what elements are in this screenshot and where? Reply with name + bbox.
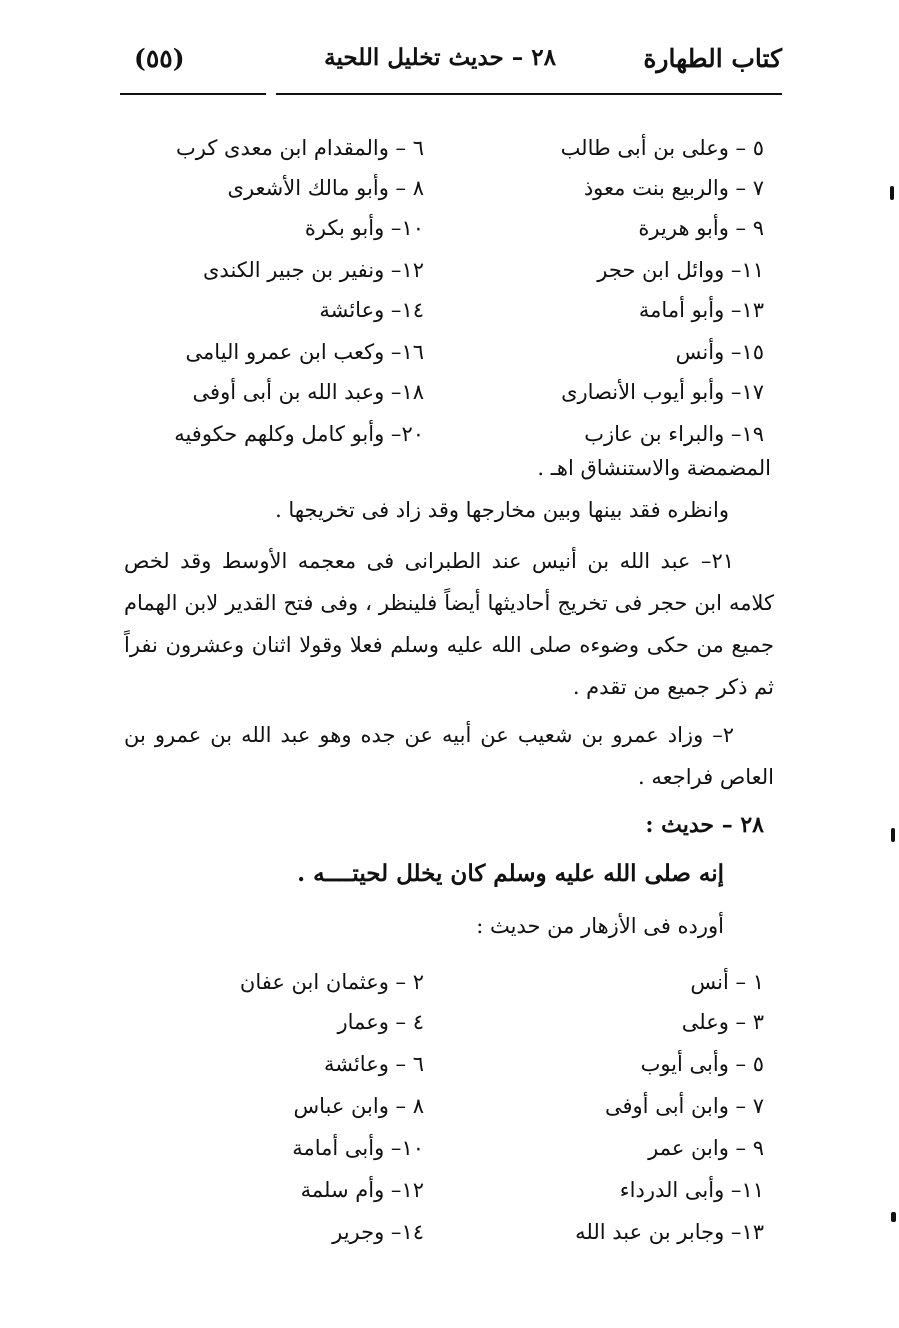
list-item: ١٣– وأبو أمامة — [638, 298, 764, 322]
list-item: ١٤– وعائشة — [319, 298, 424, 322]
list-item: ١٥– وأنس — [675, 340, 764, 364]
list-item: ١٩– والبراء بن عازب — [584, 422, 764, 446]
list-row — [124, 1086, 764, 1126]
list-item: ٣ – وعلى — [681, 1010, 764, 1034]
page-number: (٥٥) — [134, 44, 185, 73]
list-item: ٨ – وابن عباس — [293, 1094, 424, 1118]
list-row — [124, 1170, 764, 1210]
list-continuation: المضمضة والاستنشاق اهـ . — [537, 456, 771, 480]
see-note: وانظره فقد بينها وبين مخارجها وقد زاد فى تخريجها . — [275, 498, 729, 522]
list-item: ٨ – وأبو مالك الأشعرى — [227, 176, 424, 200]
list-row — [124, 962, 764, 1002]
margin-mark — [891, 828, 895, 842]
list-row — [124, 1128, 764, 1168]
list-item: ١٢– ونفير بن جبير الكندى — [203, 258, 424, 282]
list-item: ١٠– وأبو بكرة — [304, 216, 424, 240]
intro-line: أورده فى الأزهار من حديث : — [476, 914, 724, 938]
book-title: كتاب الطهارة — [643, 44, 782, 73]
list-item: ٥ – وعلى بن أبى طالب — [560, 136, 764, 160]
page-header — [120, 38, 782, 82]
note-2-paragraph: ٢– وزاد عمرو بن شعيب عن أبيه عن جده وهو عبد الله بن عمرو بن العاص فراجعه . — [124, 723, 774, 789]
hadith-text: إنه صلى الله عليه وسلم كان يخلل لحيتــــه . — [297, 860, 724, 887]
running-title: ٢٨ – حديث تخليل اللحية — [324, 44, 556, 71]
list-item: ٩ – وأبو هريرة — [638, 216, 764, 240]
list-row — [124, 1044, 764, 1084]
header-rule-left — [120, 93, 266, 95]
list-row — [124, 208, 764, 248]
list-item: ١٢– وأم سلمة — [300, 1178, 424, 1202]
list-row — [124, 372, 764, 412]
list-item: ١٠– وأبى أمامة — [292, 1136, 424, 1160]
list-row — [124, 332, 764, 372]
list-item: ١١– وأبى الدرداء — [619, 1178, 764, 1202]
list-item: ١٦– وكعب ابن عمرو اليامى — [185, 340, 424, 364]
list-item: ٦ – والمقدام ابن معدى كرب — [175, 136, 424, 160]
section-heading: ٢٨ – حديث : — [645, 812, 764, 838]
list-item: ٩ – وابن عمر — [648, 1136, 764, 1160]
list-item: ١٣– وجابر بن عبد الله — [575, 1220, 764, 1244]
list-row — [124, 1212, 764, 1252]
margin-mark — [891, 1212, 896, 1222]
list-item: ٦ – وعائشة — [323, 1052, 424, 1076]
list-item: ١٤– وجرير — [332, 1220, 424, 1244]
list-item: ٢٠– وأبو كامل وكلهم حكوفيه — [174, 422, 424, 446]
list-item: ١٧– وأبو أيوب الأنصارى — [561, 380, 764, 404]
list-item: ٢ – وعثمان ابن عفان — [239, 970, 424, 994]
list-row — [124, 168, 764, 208]
margin-mark — [890, 186, 894, 200]
list-item: ٧ – وابن أبى أوفى — [605, 1094, 764, 1118]
list-row — [124, 128, 764, 168]
list-row — [124, 1002, 764, 1042]
list-item: ٥ – وأبى أيوب — [640, 1052, 764, 1076]
header-rule-right — [276, 93, 782, 95]
list-item: ٧ – والربيع بنت معوذ — [583, 176, 764, 200]
list-item: ١ – أنس — [690, 970, 764, 994]
list-row — [124, 250, 764, 290]
list-item: ١٨– وعبد الله بن أبى أوفى — [192, 380, 424, 404]
note-21-paragraph: ٢١– عبد الله بن أنيس عند الطبرانى فى معجمه الأوسط وقد لخص كلامه ابن حجر فى تخريج أحاديثها أيضاً فلينظر ، وفى فتح القدير لابن الهمام جميع من حكى وضوءه صلى الله عليه وسلم فعلا وقولا اثنان وعشرون نفراً ثم ذكر جميع من تقدم . — [124, 549, 774, 699]
list-item: ٤ – وعمار — [337, 1010, 424, 1034]
list-item: ١١– ووائل ابن حجر — [597, 258, 764, 282]
list-row — [124, 290, 764, 330]
